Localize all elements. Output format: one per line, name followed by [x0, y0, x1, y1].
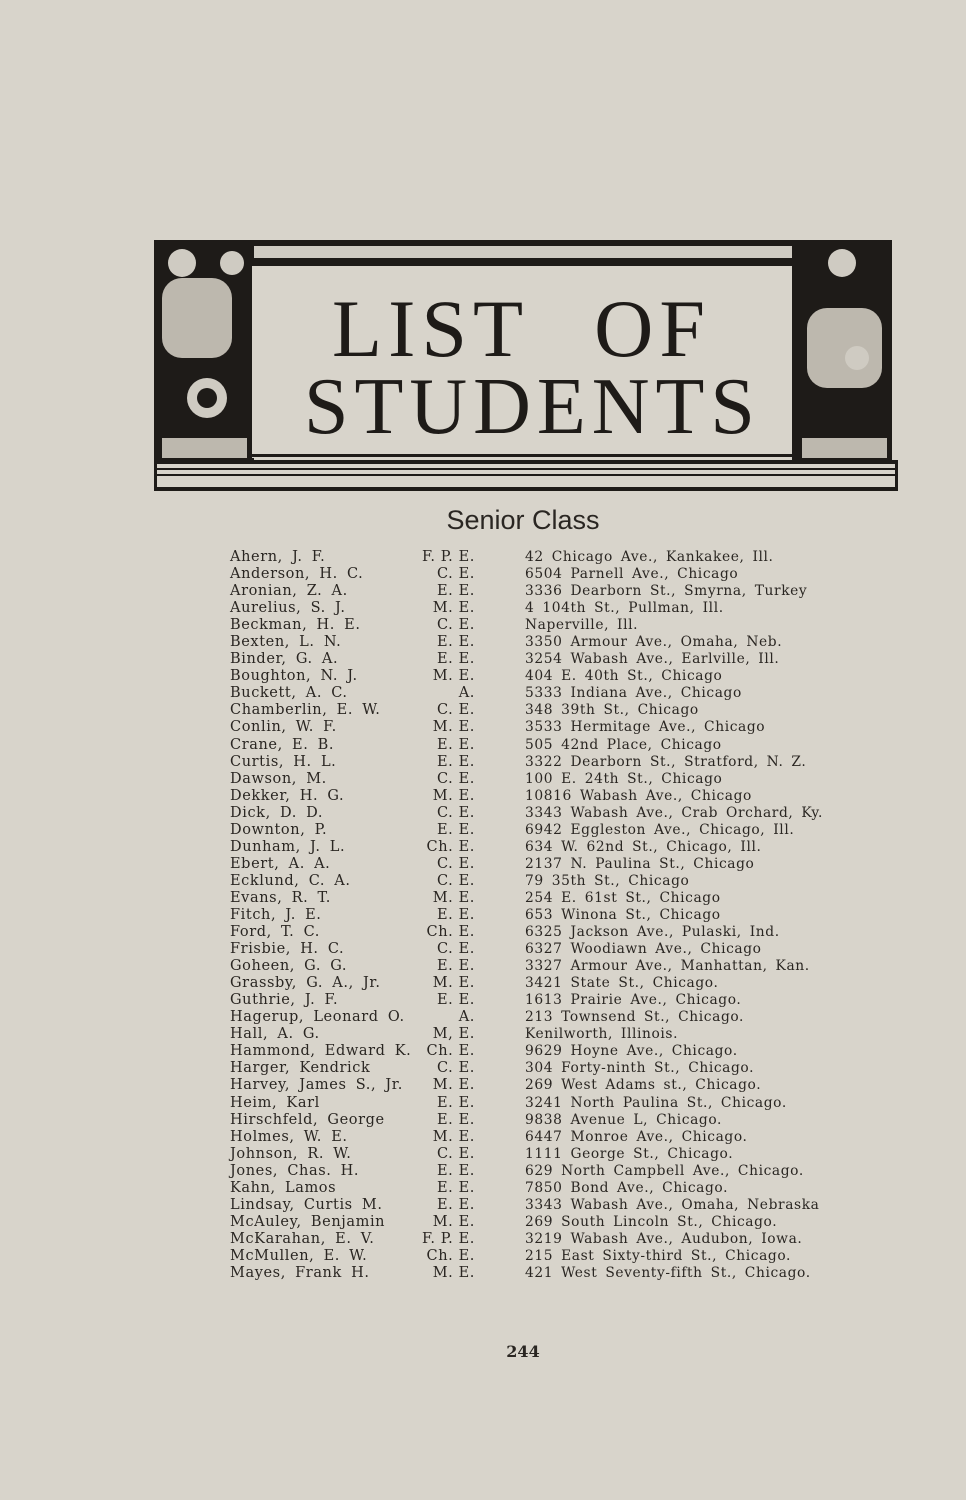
student-department: E. E. [437, 1094, 475, 1111]
student-address: 6942 Eggleston Ave., Chicago, Ill. [525, 821, 795, 838]
student-department: M. E. [432, 1077, 475, 1094]
student-row [0, 1146, 966, 1163]
student-department: M, E. [432, 1026, 475, 1043]
student-row [0, 1043, 966, 1060]
student-name: Evans, R. T. [230, 889, 331, 906]
student-row [0, 566, 966, 583]
student-address: 3533 Hermitage Ave., Chicago [525, 719, 766, 736]
student-row [0, 924, 966, 941]
student-address: 213 Townsend St., Chicago. [525, 1009, 745, 1026]
student-department: E. E. [437, 1162, 475, 1179]
student-address: 269 West Adams st., Chicago. [525, 1077, 762, 1094]
student-department: M. E. [432, 668, 475, 685]
student-row [0, 873, 966, 890]
student-row [0, 907, 966, 924]
student-department: C. E. [437, 1060, 475, 1077]
student-name: Lindsay, Curtis M. [230, 1196, 383, 1213]
student-name: McAuley, Benjamin [230, 1213, 386, 1230]
student-row [0, 737, 966, 754]
student-name: McMullen, E. W. [230, 1247, 368, 1264]
section-title: Senior Class [446, 505, 600, 535]
student-row [0, 1163, 966, 1180]
student-address: 3219 Wabash Ave., Audubon, Iowa. [525, 1230, 803, 1247]
student-name: Frisbie, H. C. [230, 941, 345, 958]
student-department: F. P. E. [421, 1230, 475, 1247]
student-row [0, 1112, 966, 1129]
student-name: Hammond, Edward K. [230, 1043, 412, 1060]
student-row [0, 1060, 966, 1077]
student-row [0, 685, 966, 702]
student-address: 6327 Woodiawn Ave., Chicago [525, 941, 762, 958]
student-row [0, 1248, 966, 1265]
student-address: 6447 Monroe Ave., Chicago. [525, 1128, 748, 1145]
student-list [0, 549, 966, 1282]
student-department: M. E. [432, 787, 475, 804]
student-department: M. E. [432, 1213, 475, 1230]
student-name: Jones, Chas. H. [230, 1162, 360, 1179]
student-name: Downton, P. [230, 821, 328, 838]
student-name: Fitch, J. E. [230, 906, 322, 923]
student-row [0, 839, 966, 856]
page-title-line-2: STUDENTS [304, 363, 761, 451]
student-row [0, 1009, 966, 1026]
student-row [0, 1265, 966, 1282]
student-row [0, 617, 966, 634]
student-department: Ch. E. [426, 838, 475, 855]
student-row [0, 856, 966, 873]
student-department: Ch. E. [426, 924, 475, 941]
student-department: F. P. E. [421, 549, 475, 565]
student-department: Ch. E. [426, 1043, 475, 1060]
student-department: E. E. [437, 1196, 475, 1213]
student-row [0, 1095, 966, 1112]
student-department: C. E. [437, 1145, 475, 1162]
student-address: 404 E. 40th St., Chicago [525, 668, 723, 685]
student-department: C. E. [437, 872, 475, 889]
student-row [0, 771, 966, 788]
student-department: C. E. [437, 855, 475, 872]
student-name: Harvey, James S., Jr. [230, 1077, 403, 1094]
student-name: Dawson, M. [230, 770, 327, 787]
student-row [0, 600, 966, 617]
student-address: 3343 Wabash Ave., Crab Orchard, Ky. [525, 804, 823, 821]
student-name: Holmes, W. E. [230, 1128, 348, 1145]
student-department: E. E. [437, 992, 475, 1009]
student-name: Boughton, N. J. [230, 668, 358, 685]
student-department: Ch. E. [426, 1247, 475, 1264]
student-name: Buckett, A. C. [230, 685, 348, 702]
student-row [0, 788, 966, 805]
student-name: Kahn, Lamos [230, 1179, 337, 1196]
student-name: Dick, D. D. [230, 804, 324, 821]
student-department: M. E. [432, 889, 475, 906]
student-address: 1111 George St., Chicago. [525, 1145, 734, 1162]
student-name: Bexten, L. N. [230, 634, 342, 651]
student-address: 348 39th St., Chicago [525, 702, 699, 719]
student-department: E. E. [437, 634, 475, 651]
student-name: Ecklund, C. A. [230, 872, 351, 889]
student-department: A. [458, 1009, 475, 1026]
student-address: 653 Winona St., Chicago [525, 906, 721, 923]
student-address: Naperville, Ill. [525, 617, 639, 634]
student-department: C. E. [437, 941, 475, 958]
student-row [0, 805, 966, 822]
student-department: M. E. [432, 600, 475, 617]
student-name: Hagerup, Leonard O. [230, 1009, 405, 1026]
student-name: Goheen, G. G. [230, 958, 348, 975]
student-department: A. [458, 685, 475, 702]
student-name: Beckman, H. E. [230, 617, 361, 634]
student-name: Harger, Kendrick [230, 1060, 371, 1077]
student-address: 6504 Parnell Ave., Chicago [525, 566, 739, 583]
student-name: Aurelius, S. J. [230, 600, 346, 617]
student-row [0, 822, 966, 839]
student-row [0, 941, 966, 958]
student-department: C. E. [437, 702, 475, 719]
student-department: M. E. [432, 1264, 475, 1281]
student-name: Crane, E. B. [230, 736, 335, 753]
student-name: Grassby, G. A., Jr. [230, 975, 381, 992]
student-address: 2137 N. Paulina St., Chicago [525, 855, 755, 872]
student-address: 629 North Campbell Ave., Chicago. [525, 1162, 804, 1179]
student-address: 3421 State St., Chicago. [525, 975, 719, 992]
student-department: E. E. [437, 583, 475, 600]
student-department: C. E. [437, 804, 475, 821]
student-address: 5333 Indiana Ave., Chicago [525, 685, 742, 702]
student-name: Dekker, H. G. [230, 787, 345, 804]
page-number: 244 [506, 1342, 540, 1361]
student-address: 215 East Sixty-third St., Chicago. [525, 1247, 791, 1264]
student-name: Heim, Karl [230, 1094, 320, 1111]
student-name: Hirschfeld, George [230, 1111, 385, 1128]
student-name: Chamberlin, E. W. [230, 702, 381, 719]
student-address: Kenilworth, Illinois. [525, 1026, 679, 1043]
student-row [0, 668, 966, 685]
student-department: E. E. [437, 906, 475, 923]
student-row [0, 651, 966, 668]
student-row [0, 890, 966, 907]
left-floral-ornament [154, 240, 254, 464]
student-department: E. E. [437, 651, 475, 668]
student-row [0, 1026, 966, 1043]
student-name: Ahern, J. F. [230, 549, 326, 565]
student-department: E. E. [437, 821, 475, 838]
student-department: E. E. [437, 958, 475, 975]
student-address: 3322 Dearborn St., Stratford, N. Z. [525, 753, 807, 770]
student-name: Ford, T. C. [230, 924, 320, 941]
student-address: 269 South Lincoln St., Chicago. [525, 1213, 778, 1230]
student-row [0, 975, 966, 992]
student-address: 3254 Wabash Ave., Earlville, Ill. [525, 651, 780, 668]
student-address: 3241 North Paulina St., Chicago. [525, 1094, 787, 1111]
student-row [0, 1180, 966, 1197]
student-row [0, 583, 966, 600]
student-name: Curtis, H. L. [230, 753, 337, 770]
student-address: 42 Chicago Ave., Kankakee, Ill. [525, 549, 774, 565]
student-department: C. E. [437, 617, 475, 634]
student-address: 3327 Armour Ave., Manhattan, Kan. [525, 958, 810, 975]
page-title-line-1: LIST OF [332, 283, 711, 374]
student-address: 79 35th St., Chicago [525, 872, 690, 889]
student-address: 304 Forty-ninth St., Chicago. [525, 1060, 755, 1077]
student-row [0, 1197, 966, 1214]
student-department: E. E. [437, 736, 475, 753]
student-name: Johnson, R. W. [230, 1145, 352, 1162]
student-name: McKarahan, E. V. [230, 1230, 375, 1247]
student-department: E. E. [437, 1111, 475, 1128]
student-row [0, 958, 966, 975]
student-name: Conlin, W. F. [230, 719, 337, 736]
student-name: Hall, A. G. [230, 1026, 320, 1043]
student-address: 634 W. 62nd St., Chicago, Ill. [525, 838, 762, 855]
student-name: Anderson, H. C. [230, 566, 364, 583]
student-name: Ebert, A. A. [230, 855, 331, 872]
student-row [0, 549, 966, 566]
student-address: 1613 Prairie Ave., Chicago. [525, 992, 742, 1009]
student-department: C. E. [437, 566, 475, 583]
student-address: 254 E. 61st St., Chicago [525, 889, 721, 906]
student-address: 9629 Hoyne Ave., Chicago. [525, 1043, 738, 1060]
student-row [0, 1231, 966, 1248]
student-department: M. E. [432, 1128, 475, 1145]
student-name: Dunham, J. L. [230, 838, 346, 855]
student-address: 100 E. 24th St., Chicago [525, 770, 723, 787]
student-address: 3350 Armour Ave., Omaha, Neb. [525, 634, 783, 651]
student-department: E. E. [437, 753, 475, 770]
student-address: 505 42nd Place, Chicago [525, 736, 722, 753]
right-floral-ornament [792, 240, 892, 464]
student-row [0, 1129, 966, 1146]
student-row [0, 1214, 966, 1231]
student-address: 10816 Wabash Ave., Chicago [525, 787, 752, 804]
student-row [0, 754, 966, 771]
student-address: 7850 Bond Ave., Chicago. [525, 1179, 729, 1196]
student-department: E. E. [437, 1179, 475, 1196]
student-row [0, 992, 966, 1009]
student-department: M. E. [432, 975, 475, 992]
student-name: Mayes, Frank H. [230, 1264, 370, 1281]
student-row [0, 634, 966, 651]
student-row [0, 1077, 966, 1094]
student-address: 4 104th St., Pullman, Ill. [525, 600, 724, 617]
student-department: C. E. [437, 770, 475, 787]
student-row [0, 719, 966, 736]
student-address: 421 West Seventy-fifth St., Chicago. [525, 1264, 811, 1281]
student-name: Guthrie, J. F. [230, 992, 339, 1009]
student-row [0, 702, 966, 719]
student-name: Aronian, Z. A. [230, 583, 348, 600]
student-name: Binder, G. A. [230, 651, 339, 668]
student-address: 3343 Wabash Ave., Omaha, Nebraska [525, 1196, 820, 1213]
student-address: 3336 Dearborn St., Smyrna, Turkey [525, 583, 808, 600]
student-address: 9838 Avenue L, Chicago. [525, 1111, 723, 1128]
student-address: 6325 Jackson Ave., Pulaski, Ind. [525, 924, 780, 941]
student-department: M. E. [432, 719, 475, 736]
